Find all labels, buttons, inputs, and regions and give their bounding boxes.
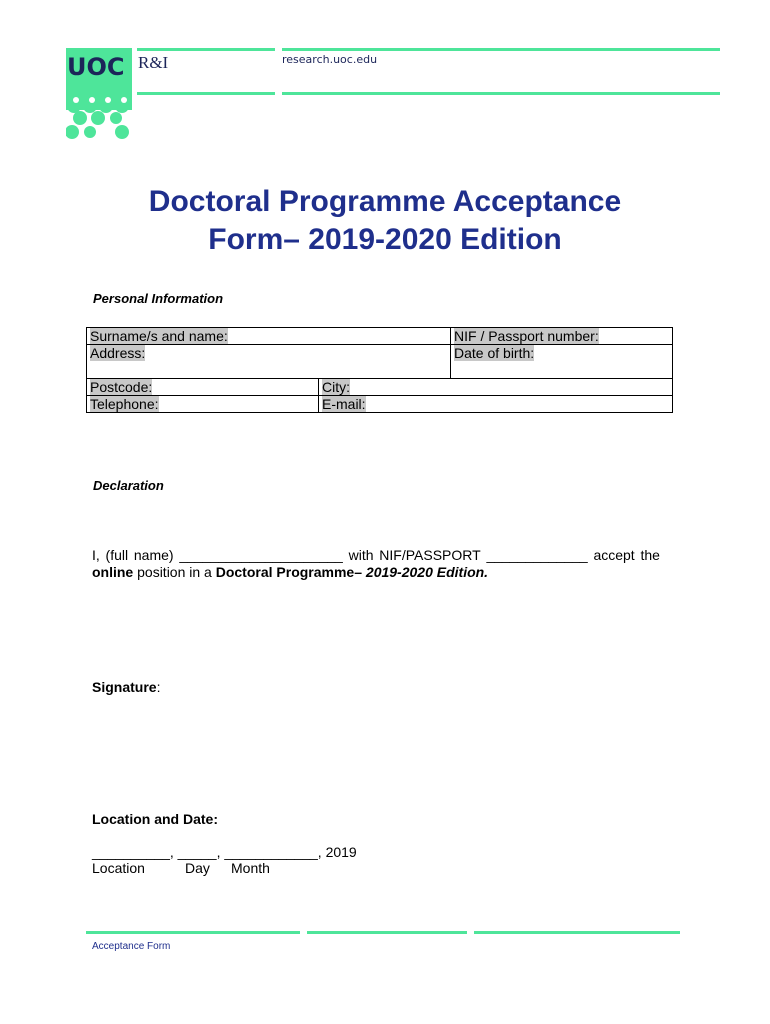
- edition-text: 2019-2020 Edition.: [365, 564, 489, 580]
- page-title: [60, 183, 710, 259]
- address-cell[interactable]: [87, 345, 451, 379]
- postcode-cell[interactable]: [87, 379, 319, 396]
- footer-rule-3: [474, 931, 680, 934]
- city-cell[interactable]: [319, 379, 673, 396]
- telephone-label: Telephone:: [90, 396, 159, 412]
- title-line-2: Form– 2019-2020 Edition: [208, 223, 562, 256]
- header-url[interactable]: research.uoc.edu: [282, 53, 378, 66]
- location-date-heading: Location and Date:: [92, 811, 219, 827]
- declaration-line-1: [92, 547, 660, 564]
- declaration-line-2: [92, 564, 660, 581]
- header-rule-bottom-left: [137, 92, 275, 95]
- location-label: Location: [92, 860, 145, 876]
- footer-rule-2: [307, 931, 467, 934]
- surname-name-label: Surname/s and name:: [90, 328, 228, 344]
- nif-blank[interactable]: _____________: [486, 547, 588, 563]
- footer-rule-1: [86, 931, 300, 934]
- programme-name: Doctoral Programme–: [215, 564, 366, 580]
- personal-info-table: [86, 327, 673, 413]
- email-label: E-mail:: [322, 396, 366, 412]
- telephone-cell[interactable]: [87, 396, 319, 413]
- month-label: Month: [231, 860, 270, 876]
- address-label: Address:: [90, 345, 146, 361]
- decl-word: with: [348, 547, 374, 563]
- personal-info-heading: Personal Information: [93, 291, 224, 306]
- decl-word: the: [640, 547, 660, 563]
- declaration-text: [92, 547, 660, 581]
- logo-text: UOC: [67, 53, 125, 81]
- decl-word: NIF/PASSPORT: [379, 547, 481, 563]
- date-of-birth-label: Date of birth:: [454, 345, 535, 361]
- header-rule-bottom-right: [282, 92, 720, 95]
- online-word: online: [92, 564, 134, 580]
- declaration-heading: Declaration: [93, 478, 164, 493]
- decl-word: accept: [593, 547, 635, 563]
- postcode-label: Postcode:: [90, 379, 153, 395]
- ri-label: R&I: [138, 53, 169, 72]
- decl-word: I,: [92, 547, 100, 563]
- decl-word: (full: [105, 547, 129, 563]
- location-date-blanks[interactable]: __________, _____, ____________, 2019: [92, 844, 357, 860]
- signature-label: [92, 679, 160, 695]
- header-rule-top-left: [137, 48, 275, 51]
- nif-passport-cell[interactable]: [451, 328, 673, 345]
- title-line-1: Doctoral Programme Acceptance: [148, 185, 622, 218]
- decl-mid: position in a: [133, 564, 216, 580]
- email-cell[interactable]: [319, 396, 673, 413]
- full-name-blank[interactable]: _____________________: [179, 547, 343, 563]
- header-rule-top-right: [282, 48, 720, 51]
- signature-word: Signature: [92, 679, 157, 695]
- decl-word: name): [133, 547, 174, 563]
- signature-colon: :: [156, 679, 161, 695]
- footer-label: Acceptance Form: [92, 941, 171, 952]
- nif-passport-label: NIF / Passport number:: [454, 328, 599, 344]
- city-label: City:: [322, 379, 350, 395]
- day-label: Day: [185, 860, 210, 876]
- date-of-birth-cell[interactable]: [451, 345, 673, 379]
- uoc-logo: [66, 48, 132, 140]
- surname-name-cell[interactable]: [87, 328, 451, 345]
